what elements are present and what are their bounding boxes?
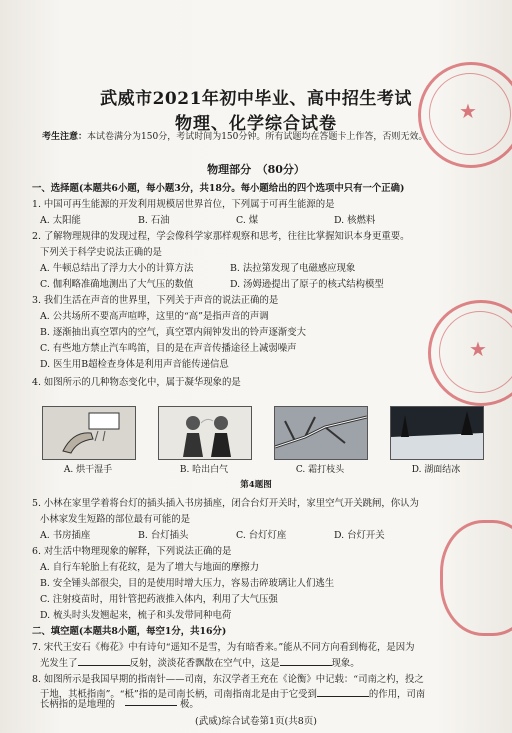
q3-stem: 3. 我们生活在声音的世界里，下列关于声音的说法正确的是 [32, 295, 279, 306]
q4-caption-d: D. 湖面结冰 [411, 465, 461, 475]
section-title: 物理部分 （80分） [207, 163, 305, 176]
frost-branch-image [274, 406, 368, 460]
frozen-lake-image [390, 406, 484, 460]
exam-subtitle: 物理、化学综合试卷 [175, 114, 337, 134]
q7-text-a: 光发生了 [40, 658, 78, 669]
q5-option-b: B. 台灯插头 [138, 530, 189, 541]
q8-text-c: 长柄指的是地理的 [40, 699, 116, 710]
q6-option-c: C. 注射疫苗时，用针管把药液推入体内，利用了大气压强 [40, 594, 278, 605]
q8-text-d: 极。 [180, 699, 199, 710]
q1-option-a: A. 太阳能 [40, 215, 81, 226]
q8-blank-1[interactable] [317, 687, 369, 697]
q7-text-c: 现象。 [331, 658, 360, 669]
notice-label: 考生注意： [42, 132, 88, 142]
q5-option-a: A. 书房插座 [40, 530, 91, 541]
q1-options [40, 212, 375, 226]
exam-notice [42, 129, 472, 142]
q6-stem: 6. 对生活中物理现象的解释，下列说法正确的是 [32, 546, 232, 557]
notice-text: 本试卷满分为150分，考试时间为150分钟。所有试题均在答题卡上作答，否则无效。 [87, 132, 428, 142]
q5-stem-line1: 5. 小林在家里学着将台灯的插头插入书房插座，闭合台灯开关时，家里空气开关跳闸，你认为 [32, 498, 419, 509]
q6-option-a: A. 自行车轮胎上有花纹，是为了增大与地面的摩擦力 [40, 562, 259, 573]
q3-option-c: C. 有些地方禁止汽车鸣笛，目的是在声音传播途径上减弱噪声 [40, 343, 297, 354]
q6-option-d: D. 梳头时头发翘起来，梳子和头发带同种电荷 [40, 610, 232, 621]
q2-option-a: A. 牛顿总结出了浮力大小的计算方法 [40, 263, 194, 274]
q1-option-b: B. 石油 [138, 215, 170, 226]
q4-caption-c: C. 霜打枝头 [295, 465, 345, 475]
q7-blank-1[interactable] [78, 656, 130, 666]
q7-text-b: 反射，淡淡花香飘散在空气中，这是 [129, 658, 280, 669]
q4-caption-b: B. 哈出白气 [179, 465, 229, 475]
q2-option-c: C. 伽利略准确地测出了大气压的数值 [40, 279, 194, 290]
q2-stem-line1: 2. 了解物理规律的发现过程，学会像科学家那样观察和思考，往往比掌握知识本身更重要。 [32, 231, 410, 242]
q4-stem: 4. 如图所示的几种物态变化中，属于凝华现象的是 [32, 377, 241, 388]
q8-line1: 8. 如图所示是我国早期的指南针——司南，东汉学者王充在《论衡》中记载：“司南之杓，投之 [32, 674, 424, 685]
q4-figure [42, 406, 482, 476]
q1-stem: 1. 中国可再生能源的开发利用规模居世界首位，下列属于可再生能源的是 [32, 199, 335, 210]
q7-blank-2[interactable] [280, 656, 332, 666]
q7-line2 [40, 655, 360, 669]
breath-vapor-image [158, 406, 252, 460]
official-stamp-bottom [440, 520, 512, 636]
q4-caption-a: A. 烘干湿手 [63, 465, 113, 475]
q3-option-a: A. 公共场所不要高声喧哗，这里的“高”是指声音的声调 [40, 311, 269, 322]
q8-text-a: 于地，其柢指南”。“柢”指的是司南长柄，司南指南北是由于它受到 [40, 689, 317, 700]
footer-text: (武威)综合试卷第1页(共8页) [195, 716, 317, 727]
q1-option-d: D. 核燃料 [334, 215, 376, 226]
q5-options [40, 527, 385, 541]
q3-option-b: B. 逐渐抽出真空罩内的空气，真空罩内闹钟发出的铃声逐渐变大 [40, 327, 306, 338]
hand-dryer-image [42, 406, 136, 460]
q2-stem-line2: 下列关于科学史说法正确的是 [40, 247, 162, 258]
exam-title: 武威市2021年初中毕业、高中招生考试 [100, 89, 412, 109]
q5-stem-line2: 小林家发生短路的部位最有可能的是 [40, 514, 191, 525]
q8-text-b: 的作用，司南 [368, 689, 426, 700]
q4-figure-label: 第4题图 [240, 480, 272, 490]
page-footer [0, 699, 512, 727]
q2-option-d: D. 汤姆逊提出了原子的核式结构模型 [230, 279, 384, 290]
q6-option-b: B. 安全锤头部很尖，目的是使用时增大压力，容易击碎玻璃让人们逃生 [40, 578, 335, 589]
q8-blank-2[interactable] [125, 696, 177, 706]
q2-options-ab [40, 260, 355, 274]
q2-option-b: B. 法拉第发现了电磁感应现象 [230, 263, 356, 274]
official-stamp-top: ★ [418, 62, 512, 168]
part2-header: 二、填空题(本题共8小题，每空1分，共16分) [32, 626, 227, 637]
part1-header: 一、选择题(本题共6小题，每小题3分，共18分。每小题给出的四个选项中只有一个正确) [32, 183, 405, 194]
q7-line1: 7. 宋代王安石《梅花》中有诗句“遥知不是雪，为有暗香来。”能从不同方向看到梅花，是因为 [32, 642, 415, 653]
q2-options-cd [40, 276, 384, 290]
q5-option-d: D. 台灯开关 [334, 530, 385, 541]
q1-option-c: C. 煤 [236, 215, 259, 226]
official-stamp-middle: ★ [428, 300, 512, 406]
q3-option-d: D. 医生用B超检查身体是利用声音能传递信息 [40, 359, 229, 370]
q5-option-c: C. 台灯灯座 [236, 530, 287, 541]
